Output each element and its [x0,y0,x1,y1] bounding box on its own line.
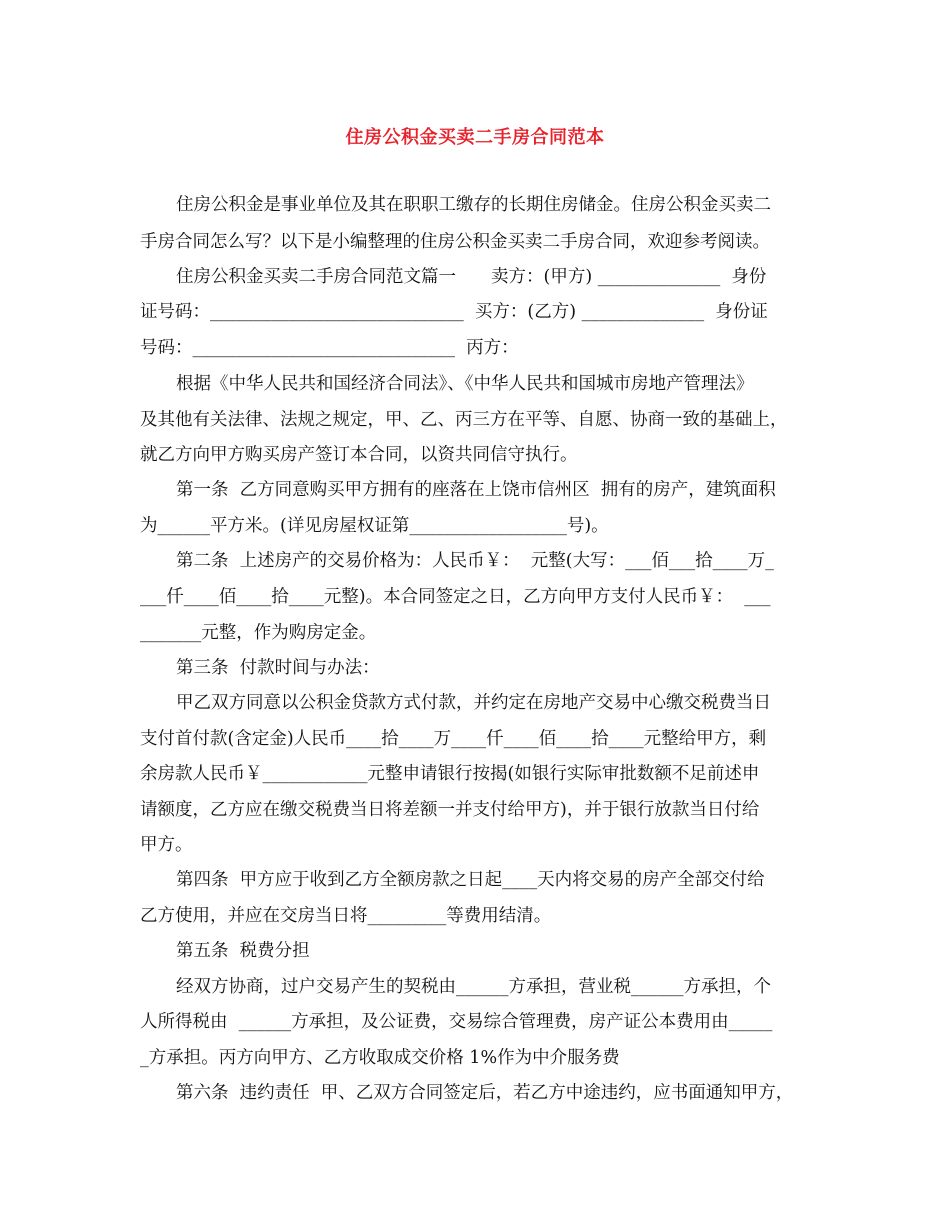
paragraph-line: 第三条 付款时间与办法： [176,658,380,678]
paragraph-line: 根据《中华人民共和国经济合同法》、《中华人民共和国城市房地产管理法》 [176,374,754,394]
paragraph-line: 甲乙双方同意以公积金贷款方式付款，并约定在房地产交易中心缴交税费当日 [176,693,771,713]
paragraph-line: 第四条 甲方应于收到乙方全额房款之日起____天内将交易的房产全部交付给 [176,870,765,890]
paragraph-line: _______元整，作为购房定金。 [140,623,377,643]
paragraph-line: 第二条 上述房产的交易价格为：人民币￥： 元整(大写：___佰___拾____万_ [176,551,774,571]
paragraph-line: 证号码：_____________________________ 买方：(乙方) ______________ 身份证 [140,302,768,322]
paragraph-line: 住房公积金买卖二手房合同范文篇一 卖方：(甲方) ______________ 身份 [176,267,767,287]
paragraph-line: 请额度，乙方应在缴交税费当日将差额一并支付给甲方)，并于银行放款当日付给 [140,800,760,820]
paragraph-line: 第一条 乙方同意购买甲方拥有的座落在上饶市信州区 拥有的房产，建筑面积 [176,480,776,500]
paragraph-line: 号码：______________________________ 丙方： [140,338,519,358]
paragraph-line: 就乙方向甲方购买房产签订本合同，以资共同信守执行。 [140,445,578,465]
paragraph-line: ___仟____佰____拾____元整)。本合同签定之日，乙方向甲方支付人民币￥： ___ [140,587,771,607]
paragraph-line: 为______平方米。(详见房屋权证第__________________号)。 [140,516,609,536]
paragraph-line: 第六条 违约责任 甲、乙双方合同签定后，若乙方中途违约，应书面通知甲方， [176,1083,794,1103]
paragraph-line: 第五条 税费分担 [176,941,310,961]
paragraph-line: 住房公积金是事业单位及其在职职工缴存的长期住房储金。住房公积金买卖二 [176,195,771,215]
paragraph-line: 乙方使用，并应在交房当日将_________等费用结清。 [140,906,552,926]
paragraph-line: 支付首付款(含定金)人民币____拾____万____仟____佰____拾____元整给甲方，剩 [140,729,767,749]
paragraph-line: 人所得税由 ______方承担，及公证费，交易综合管理费，房产证公本费用由_____ [140,1012,773,1032]
paragraph-line: 手房合同怎么写？以下是小编整理的住房公积金买卖二手房合同，欢迎参考阅读。 [140,232,770,252]
paragraph-line: 甲方。 [140,835,193,855]
paragraph-line: 经双方协商，过户交易产生的契税由______方承担，营业税______方承担，个 [176,977,771,997]
paragraph-line: 及其他有关法律、法规之规定，甲、乙、丙三方在平等、自愿、协商一致的基础上， [140,410,788,430]
document-title: 住房公积金买卖二手房合同范本 [345,127,605,148]
paragraph-line: 余房款人民币￥____________元整申请银行按揭(如银行实际审批数额不足前述申 [140,764,760,784]
paragraph-line: _方承担。丙方向甲方、乙方收取成交价格 1%作为中介服务费 [140,1048,620,1068]
